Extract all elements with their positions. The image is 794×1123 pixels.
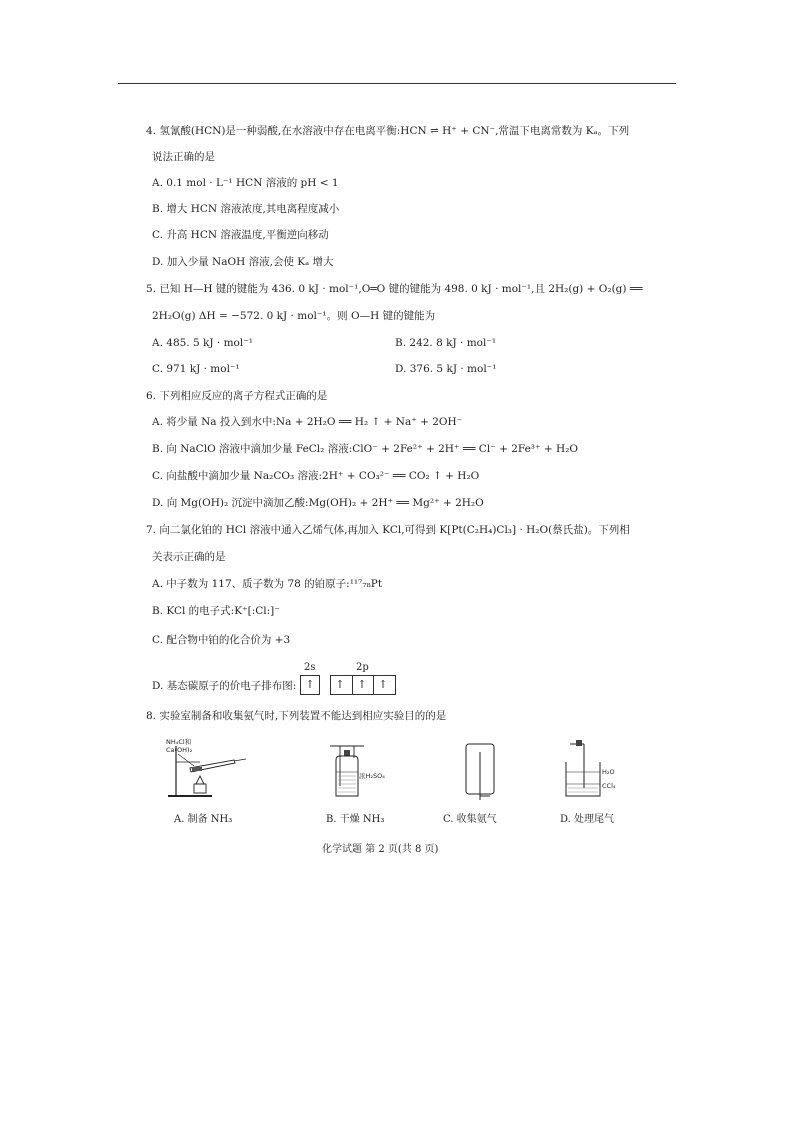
q5-option-d: D. 376. 5 kJ · mol⁻¹ [395,363,497,375]
apparatus-d-absorption-beaker [562,738,622,800]
q5-option-c: C. 971 kJ · mol⁻¹ [152,363,240,375]
apparatus-d-label-2: CCl₄ [602,782,616,790]
apparatus-d-label-1: H₂O [602,768,615,776]
q4-option-b: B. 增大 HCN 溶液浓度,其电离程度减小 [152,203,340,215]
apparatus-c-collection-bottle [460,738,500,800]
q8-caption-c: C. 收集氨气 [443,814,497,825]
q4-stem-line1: 4. 氢氰酸(HCN)是一种弱酸,在水溶液中存在电离平衡:HCN ⇌ H⁺ + CN⁻,常温下电离常数为 Kₐ。下列 [146,125,630,137]
up-arrow-icon: ↑ [305,678,315,691]
up-arrow-icon: ↑ [373,676,392,694]
apparatus-a-label-1: NH₄Cl和 [166,738,192,746]
q8-caption-d: D. 处理尾气 [560,814,615,825]
orbital-label-2s: 2s [304,662,316,673]
q4-option-d: D. 加入少量 NaOH 溶液,会使 Kₐ 增大 [152,256,334,268]
up-arrow-icon: ↑ [335,678,345,691]
apparatus-b-wash-bottle [326,738,386,800]
q7-option-c: C. 配合物中铂的化合价为 +3 [152,634,291,646]
q7-stem-line2: 关表示正确的是 [152,551,226,563]
q6-option-b: B. 向 NaClO 溶液中滴加少量 FeCl₂ 溶液:ClO⁻ + 2Fe²⁺ + 2H⁺ ══ Cl⁻ + 2Fe³⁺ + H₂O [152,443,579,455]
q8-stem: 8. 实验室制备和收集氨气时,下列装置不能达到相应实验目的的是 [146,710,447,722]
apparatus-a-label-2: Ca(OH)₂ [166,746,193,754]
apparatus-b-label: 浓H₂SO₄ [359,772,385,780]
orbital-box-2p [330,675,396,695]
q8-caption-a: A. 制备 NH₃ [174,814,233,825]
q5-option-a: A. 485. 5 kJ · mol⁻¹ [152,337,253,349]
q6-stem: 6. 下列相应反应的离子方程式正确的是 [146,390,328,402]
q4-stem-line2: 说法正确的是 [152,151,215,163]
apparatus-a-heating-tube [160,738,250,800]
q6-option-c: C. 向盐酸中滴加少量 Na₂CO₃ 溶液:2H⁺ + CO₃²⁻ ══ CO₂ ↑ + H₂O [152,470,480,482]
q7-option-b: B. KCl 的电子式:K⁺[:Cl:]⁻ [152,605,280,617]
up-arrow-icon: ↑ [352,676,371,694]
q7-option-a: A. 中子数为 117、质子数为 78 的铂原子:¹¹⁷₇₈Pt [152,578,383,590]
orbital-box-2s [300,675,320,695]
q5-option-b: B. 242. 8 kJ · mol⁻¹ [395,337,497,349]
header-rule [118,83,676,84]
q5-stem-line2: 2H₂O(g) ΔH = −572. 0 kJ · mol⁻¹。则 O—H 键的键能为 [152,310,436,322]
q8-caption-b: B. 干燥 NH₃ [326,814,385,825]
q4-option-a: A. 0.1 mol · L⁻¹ HCN 溶液的 pH < 1 [152,177,339,189]
q5-stem-line1: 5. 已知 H—H 键的键能为 436. 0 kJ · mol⁻¹,O═O 键的键能为 498. 0 kJ · mol⁻¹,且 2H₂(g) + O₂(g) ══ [146,283,643,295]
q6-option-a: A. 将少量 Na 投入到水中:Na + 2H₂O ══ H₂ ↑ + Na⁺ + 2OH⁻ [152,416,463,428]
q7-option-d: D. 基态碳原子的价电子排布图: [152,680,297,692]
page-footer: 化学试题 第 2 页(共 8 页) [322,844,439,855]
orbital-label-2p: 2p [356,662,369,673]
q7-stem-line1: 7. 向二氯化铂的 HCl 溶液中通入乙烯气体,再加入 KCl,可得到 K[Pt(C₂H₄)Cl₃] · H₂O(蔡氏盐)。下列相 [146,524,630,536]
q4-option-c: C. 升高 HCN 溶液温度,平衡逆向移动 [152,229,329,241]
q6-option-d: D. 向 Mg(OH)₂ 沉淀中滴加乙酸:Mg(OH)₂ + 2H⁺ ══ Mg²⁺ + 2H₂O [152,497,484,509]
